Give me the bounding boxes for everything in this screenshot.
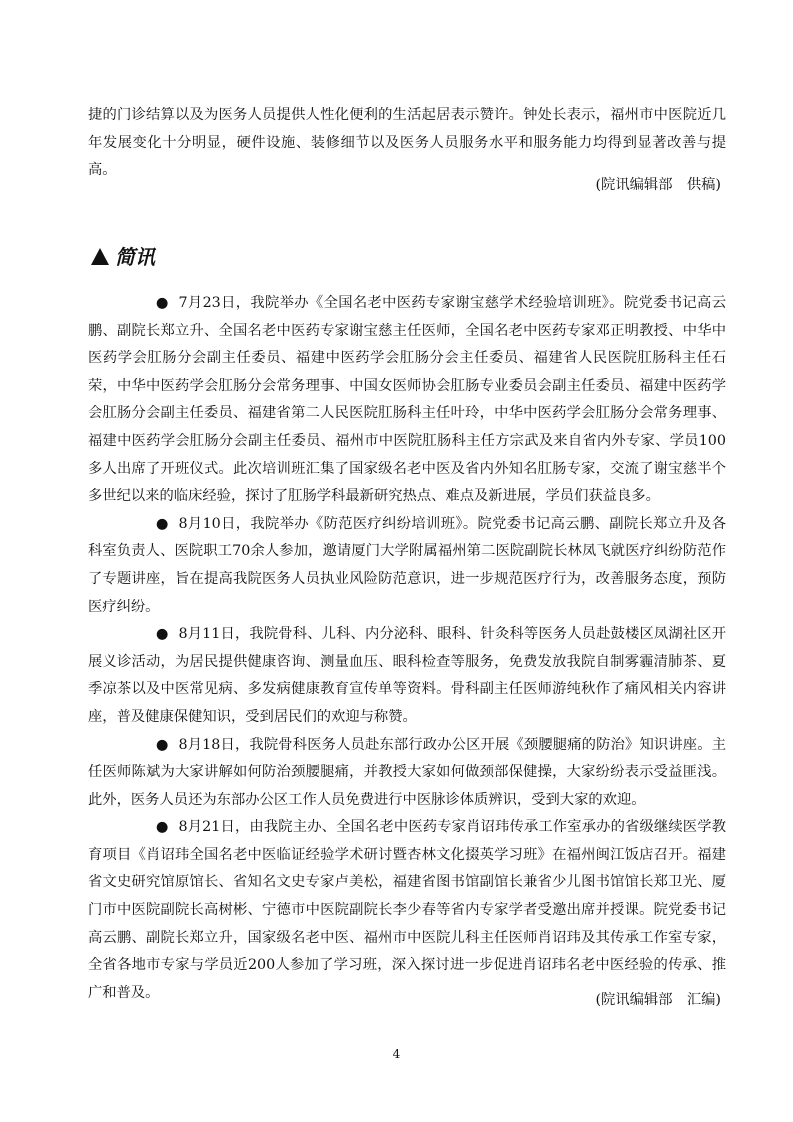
top-signature: (院讯编辑部 供稿) — [595, 177, 721, 193]
bullet-icon: ● — [156, 819, 169, 836]
news-item-text: 8月21日，由我院主办、全国名老中医药专家肖诏玮传承工作室承办的省级继续医学教育项目《肖诏玮全国名老中医临证经验学术研讨暨杏林文化掇英学习班》在福州闽江饭店召开。福建省文史研究馆原馆长、省知名文史专家卢美松，福建省图书馆副馆长兼省少儿图书馆馆长郑卫光、厦门市中医院副院长高树彬、宁德市中医院副院长李少春等省内专家学者受邀出席并授课。院党委书记高云鹏、副院长郑立升，国家级名老中医、福州市中医院儿科主任医师肖诏玮及其传承工作室专家，全省各地市专家与学员近200人参加了学习班，深入探讨进一步促进肖诏玮名老中医经验的传承、推广和普及。 — [88, 819, 726, 1001]
news-item — [88, 621, 726, 731]
news-item-text: 8月10日，我院举办《防范医疗纠纷培训班》。院党委书记高云鹏、副院长郑立升及各科室负责人、医院职工70余人参加，邀请厦门大学附属福州第二医院副院长林凤飞就医疗纠纷防范作了专题讲座，旨在提高我院医务人员执业风险防范意识，进一步规范医疗行为，改善服务态度，预防医疗纠纷。 — [88, 515, 726, 615]
bullet-icon: ● — [156, 295, 169, 311]
news-item — [88, 290, 726, 511]
news-item — [88, 511, 726, 621]
news-item-text: 8月18日，我院骨科医务人员赴东部行政办公区开展《颈腰腿痛的防治》知识讲座。主任医师陈斌为大家讲解如何防治颈腰腿痛，并教授大家如何做颈部保健操，大家纷纷表示受益匪浅。此外，医务人员还为东部办公区工作人员免费进行中医脉诊体质辨识，受到大家的欢迎。 — [88, 736, 726, 808]
bullet-icon: ● — [156, 626, 169, 643]
news-heading-text: 简讯 — [115, 245, 155, 269]
bullet-icon: ● — [156, 515, 169, 532]
bullet-icon: ● — [156, 736, 169, 753]
news-item-text: 8月11日，我院骨科、儿科、内分泌科、眼科、针灸科等医务人员赴鼓楼区凤湖社区开展义诊活动，为居民提供健康咨询、测量血压、眼科检查等服务，免费发放我院自制雾霾清肺茶、夏季凉茶以及中医常见病、多发病健康教育宣传单等资料。骨科副主任医师游纯秋作了痛风相关内容讲座，普及健康保健知识，受到居民们的欢迎与称赞。 — [88, 626, 726, 725]
bottom-signature: (院讯编辑部 汇编) — [595, 992, 721, 1008]
triangle-up-icon — [91, 248, 109, 265]
continuation-block — [88, 102, 726, 185]
news-item-text: 7月23日，我院举办《全国名老中医药专家谢宝慈学术经验培训班》。院党委书记高云鹏、副院长郑立升、全国名老中医药专家谢宝慈主任医师，全国名老中医药专家邓正明教授、中华中医药学会肛肠分会副主任委员、福建中医药学会肛肠分会主任委员、福建省人民医院肛肠科主任石荣，中华中医药学会肛肠分会常务理事、中国女医师协会肛肠专业委员会副主任委员、福建中医药学会肛肠分会副主任委员、福建省第二人民医院肛肠科主任叶玲，中华中医药学会肛肠分会常务理事、福建中医药学会肛肠分会副主任委员、福州市中医院肛肠科主任方宗武及来自省内外专家、学员100多人出席了开班仪式。此次培训班汇集了国家级名老中医及省内外知名肛肠专家，交流了谢宝慈半个多世纪以来的临床经验，探讨了肛肠学科最新研究热点、难点及新进展，学员们获益良多。 — [88, 295, 726, 505]
news-list — [88, 290, 726, 1007]
continuation-paragraph: 捷的门诊结算以及为医务人员提供人性化便利的生活起居表示赞许。钟处长表示，福州市中医院近几年发展变化十分明显，硬件设施、装修细节以及医务人员服务水平和服务能力均得到显著改善与提高。 — [88, 107, 726, 179]
news-item — [88, 732, 726, 815]
news-item — [88, 814, 726, 1007]
news-heading — [91, 243, 155, 271]
page-number: 4 — [392, 1047, 401, 1061]
